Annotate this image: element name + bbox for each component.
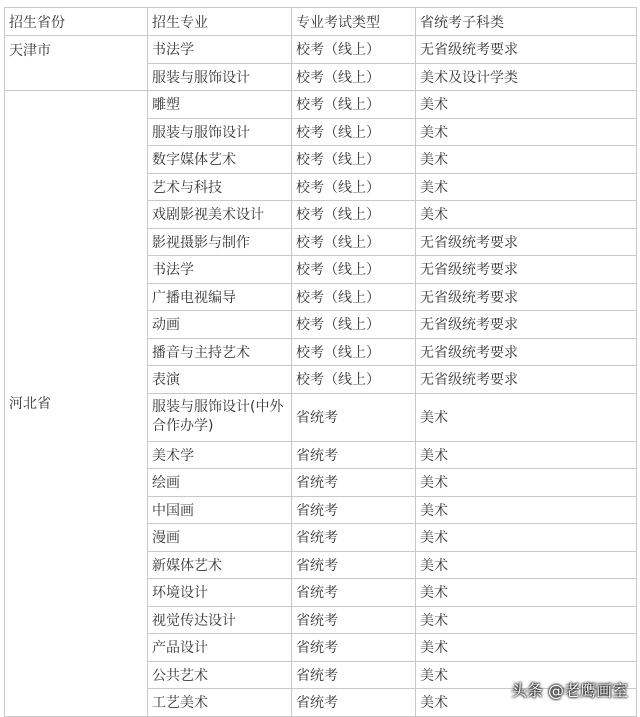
subject-category-cell: 美术 [416, 606, 637, 634]
exam-type-cell: 省统考 [292, 606, 416, 634]
exam-type-cell: 省统考 [292, 469, 416, 497]
exam-type-cell: 校考（线上） [292, 91, 416, 119]
major-cell: 新媒体艺术 [148, 551, 292, 579]
exam-type-cell: 校考（线上） [292, 366, 416, 394]
exam-type-cell: 省统考 [292, 661, 416, 689]
major-cell: 公共艺术 [148, 661, 292, 689]
subject-category-cell: 美术 [416, 634, 637, 662]
major-cell: 戏剧影视美术设计 [148, 201, 292, 229]
major-cell: 产品设计 [148, 634, 292, 662]
subject-category-cell: 无省级统考要求 [416, 366, 637, 394]
major-cell: 播音与主持艺术 [148, 338, 292, 366]
subject-category-cell: 无省级统考要求 [416, 283, 637, 311]
major-cell: 艺术与科技 [148, 173, 292, 201]
exam-type-cell: 省统考 [292, 634, 416, 662]
subject-category-cell: 无省级统考要求 [416, 256, 637, 284]
subject-category-cell: 美术 [416, 146, 637, 174]
subject-category-cell: 美术 [416, 689, 637, 717]
exam-type-cell: 省统考 [292, 393, 416, 441]
table-header-row [5, 8, 637, 36]
major-cell: 广播电视编导 [148, 283, 292, 311]
major-cell: 影视摄影与制作 [148, 228, 292, 256]
subject-category-cell: 美术 [416, 496, 637, 524]
subject-category-cell: 美术 [416, 91, 637, 119]
exam-type-cell: 校考（线上） [292, 146, 416, 174]
major-cell: 书法学 [148, 36, 292, 64]
subject-category-cell: 美术 [416, 661, 637, 689]
exam-type-cell: 校考（线上） [292, 63, 416, 91]
province-cell: 河北省 [5, 91, 148, 717]
exam-type-cell: 校考（线上） [292, 228, 416, 256]
subject-category-cell: 美术 [416, 173, 637, 201]
major-cell: 绘画 [148, 469, 292, 497]
major-cell: 服装与服饰设计(中外合作办学) [148, 393, 292, 441]
exam-type-cell: 省统考 [292, 496, 416, 524]
subject-category-cell: 无省级统考要求 [416, 311, 637, 339]
header-province: 招生省份 [5, 8, 148, 36]
subject-category-cell: 美术 [416, 551, 637, 579]
table-row [5, 91, 637, 119]
exam-type-cell: 省统考 [292, 551, 416, 579]
major-cell: 表演 [148, 366, 292, 394]
major-cell: 环境设计 [148, 579, 292, 607]
exam-type-cell: 校考（线上） [292, 311, 416, 339]
major-cell: 中国画 [148, 496, 292, 524]
exam-type-cell: 省统考 [292, 524, 416, 552]
major-cell: 动画 [148, 311, 292, 339]
exam-type-cell: 校考（线上） [292, 283, 416, 311]
header-exam-type: 专业考试类型 [292, 8, 416, 36]
major-cell: 雕塑 [148, 91, 292, 119]
header-subject-category: 省统考子科类 [416, 8, 637, 36]
subject-category-cell: 美术 [416, 524, 637, 552]
subject-category-cell: 美术 [416, 441, 637, 469]
table-row [5, 36, 637, 64]
exam-type-cell: 校考（线上） [292, 173, 416, 201]
major-cell: 服装与服饰设计 [148, 63, 292, 91]
exam-type-cell: 校考（线上） [292, 36, 416, 64]
major-cell: 视觉传达设计 [148, 606, 292, 634]
subject-category-cell: 美术 [416, 469, 637, 497]
exam-type-cell: 校考（线上） [292, 118, 416, 146]
exam-type-cell: 校考（线上） [292, 201, 416, 229]
major-cell: 数字媒体艺术 [148, 146, 292, 174]
subject-category-cell: 美术 [416, 393, 637, 441]
major-cell: 服装与服饰设计 [148, 118, 292, 146]
exam-type-cell: 校考（线上） [292, 256, 416, 284]
exam-type-cell: 校考（线上） [292, 338, 416, 366]
subject-category-cell: 美术及设计学类 [416, 63, 637, 91]
table-body [5, 36, 637, 717]
major-cell: 美术学 [148, 441, 292, 469]
header-major: 招生专业 [148, 8, 292, 36]
exam-type-cell: 省统考 [292, 441, 416, 469]
subject-category-cell: 无省级统考要求 [416, 228, 637, 256]
subject-category-cell: 美术 [416, 118, 637, 146]
subject-category-cell: 无省级统考要求 [416, 36, 637, 64]
watermark-text: 头条 @老鹰画室 [510, 681, 628, 700]
province-cell: 天津市 [5, 36, 148, 91]
major-cell: 书法学 [148, 256, 292, 284]
subject-category-cell: 无省级统考要求 [416, 338, 637, 366]
admissions-table [4, 7, 637, 717]
major-cell: 漫画 [148, 524, 292, 552]
major-cell: 工艺美术 [148, 689, 292, 717]
exam-type-cell: 省统考 [292, 579, 416, 607]
subject-category-cell: 美术 [416, 579, 637, 607]
exam-type-cell: 省统考 [292, 689, 416, 717]
subject-category-cell: 美术 [416, 201, 637, 229]
